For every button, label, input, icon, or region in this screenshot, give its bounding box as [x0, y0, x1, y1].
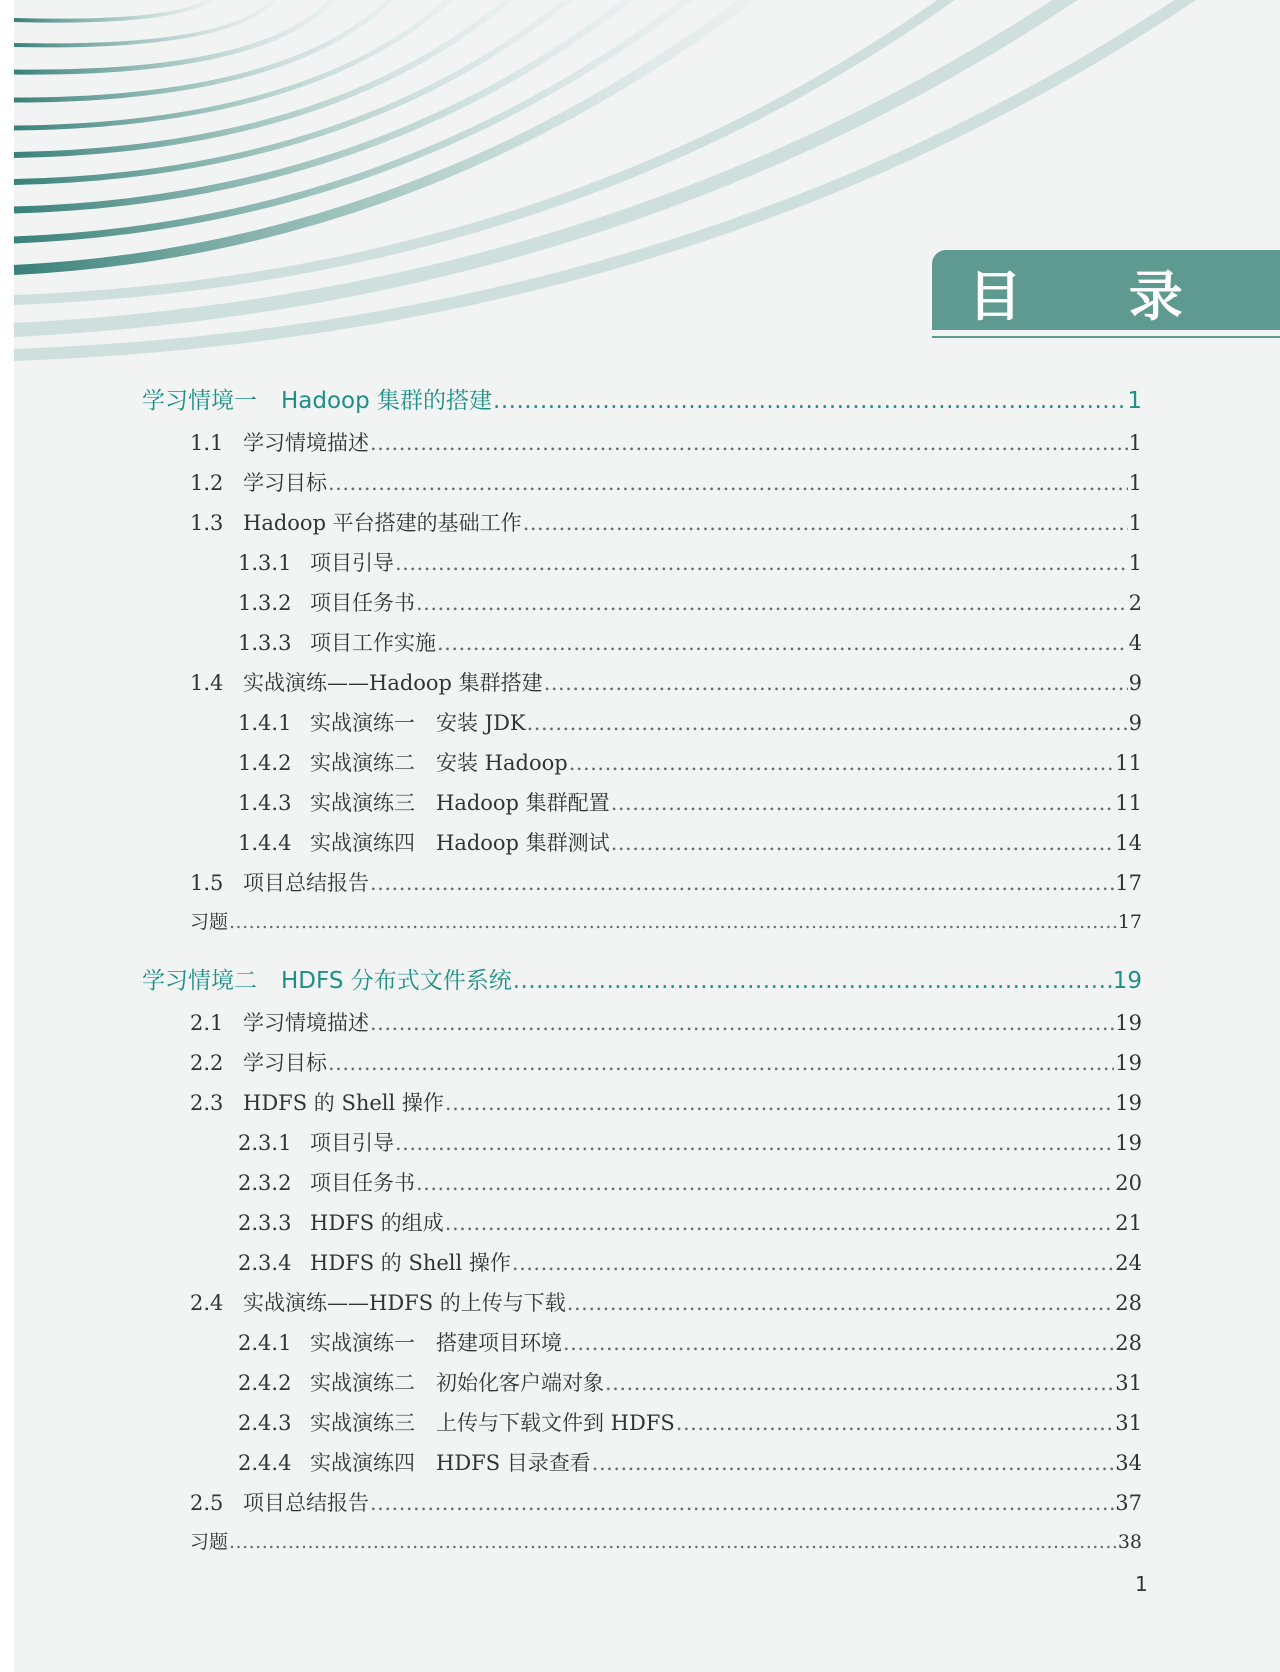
toc-entry-number: 2.4 — [190, 1291, 224, 1315]
toc-leader-dots — [416, 1171, 1114, 1195]
toc-entry-number: 1.4.4 — [238, 831, 292, 855]
toc-leader-dots — [445, 1091, 1114, 1115]
toc-leader-dots — [395, 1131, 1114, 1155]
toc-entry-label — [238, 1407, 675, 1437]
toc-entry-label — [238, 627, 436, 657]
toc-entry-number: 1.3.3 — [238, 631, 292, 655]
toc-entry-page: 9 — [1128, 671, 1142, 695]
toc-entry-title: 实战演练三 Hadoop 集群配置 — [310, 791, 610, 815]
toc-leader-dots — [512, 1251, 1114, 1275]
toc-entry-page: 14 — [1115, 831, 1142, 855]
toc-leader-dots — [445, 1211, 1114, 1235]
toc-leader-dots — [567, 1291, 1114, 1315]
toc-entry-row — [238, 1167, 1142, 1197]
toc-entry-page: 17 — [1117, 911, 1142, 933]
toc-chapter-title: Hadoop 集群的搭建 — [281, 388, 493, 414]
toc-entry-number: 2.1 — [190, 1011, 224, 1035]
toc-entry-label — [238, 787, 610, 817]
toc-entry-page: 38 — [1117, 1531, 1142, 1553]
toc-entry-page: 11 — [1115, 751, 1142, 775]
toc-chapter-label — [142, 962, 512, 995]
toc-entry-title: 实战演练二 安装 Hadoop — [310, 751, 568, 775]
toc-chapter-number: 学习情境二 — [142, 968, 257, 994]
toc-heading-box — [932, 250, 1280, 330]
toc-entry-number: 2.5 — [190, 1491, 224, 1515]
toc-entry-title: 项目任务书 — [310, 591, 415, 615]
toc-entry-title: 项目任务书 — [310, 1171, 415, 1195]
toc-leader-dots — [569, 751, 1115, 775]
toc-leader-dots — [544, 671, 1128, 695]
toc-entry-row — [238, 587, 1142, 617]
toc-entry-row — [190, 1287, 1142, 1317]
toc-entry-row — [238, 627, 1142, 657]
toc-entry-row — [238, 1327, 1142, 1357]
toc-entry-number: 1.4 — [190, 671, 224, 695]
toc-entry-label — [238, 1447, 591, 1477]
page-number: 1 — [1135, 1572, 1148, 1596]
toc-entry-number: 2.4.1 — [238, 1331, 292, 1355]
toc-entry-row — [238, 1247, 1142, 1277]
toc-chapter-title: HDFS 分布式文件系统 — [281, 968, 512, 994]
toc-entry-row — [238, 787, 1142, 817]
toc-entry-title: 实战演练四 HDFS 目录查看 — [310, 1451, 591, 1475]
toc-entry-title: HDFS 的 Shell 操作 — [243, 1091, 444, 1115]
toc-leader-dots — [563, 1331, 1114, 1355]
toc-entry-label — [190, 427, 369, 457]
toc-entry-label — [238, 1167, 415, 1197]
toc-entry-title: 实战演练三 上传与下载文件到 HDFS — [310, 1411, 675, 1435]
toc-entry-label — [190, 1287, 566, 1317]
toc-entry-label — [238, 1367, 604, 1397]
toc-chapter-number: 学习情境一 — [142, 388, 257, 414]
toc-entry-number: 1.4.2 — [238, 751, 292, 775]
toc-entry-page: 19 — [1115, 1091, 1142, 1115]
toc-leader-dots — [328, 1051, 1114, 1075]
toc-entry-row — [238, 1447, 1142, 1477]
toc-leader-dots — [676, 1411, 1114, 1435]
toc-entry-page: 1 — [1128, 431, 1142, 455]
toc-entry-title: Hadoop 平台搭建的基础工作 — [243, 511, 522, 535]
toc-entry-title: 实战演练——Hadoop 集群搭建 — [243, 671, 543, 695]
toc-entry-page: 28 — [1115, 1291, 1142, 1315]
toc-entry-page: 2 — [1128, 591, 1142, 615]
toc-entry-number: 2.3.1 — [238, 1131, 292, 1155]
toc-entry-number: 2.3 — [190, 1091, 224, 1115]
toc-entry-title: 项目引导 — [310, 1131, 394, 1155]
toc-entry-row — [190, 1487, 1142, 1517]
toc-entry-row — [238, 747, 1142, 777]
toc-chapter-row — [142, 962, 1142, 995]
toc-entry-label — [238, 1207, 444, 1237]
toc-leader-dots — [437, 631, 1128, 655]
toc-entry-number: 1.3 — [190, 511, 224, 535]
toc-exercise-row — [190, 907, 1142, 934]
toc-entry-row — [190, 467, 1142, 497]
toc-entry-label — [190, 1527, 228, 1554]
toc-leader-dots — [611, 831, 1115, 855]
toc-entry-label — [238, 547, 394, 577]
toc-entry-number: 2.4.2 — [238, 1371, 292, 1395]
toc-entry-title: 实战演练二 初始化客户端对象 — [310, 1371, 604, 1395]
toc-entry-number: 2.4.3 — [238, 1411, 292, 1435]
toc-entry-title: 学习情境描述 — [243, 431, 369, 455]
toc-entry-number: 1.2 — [190, 471, 224, 495]
toc-entry-page: 19 — [1115, 1131, 1142, 1155]
toc-entry-page: 19 — [1115, 1011, 1142, 1035]
toc-entry-title: 项目总结报告 — [243, 871, 369, 895]
toc-entry-row — [238, 547, 1142, 577]
toc-entry-number: 1.5 — [190, 871, 224, 895]
toc-leader-dots — [370, 871, 1114, 895]
toc-entry-page: 9 — [1128, 711, 1142, 735]
toc-entry-number: 2.3.3 — [238, 1211, 292, 1235]
toc-entry-row — [190, 867, 1142, 897]
toc-entry-label — [238, 1247, 511, 1277]
toc-leader-dots — [527, 711, 1128, 735]
toc-leader-dots — [605, 1371, 1114, 1395]
toc-entry-page: 17 — [1115, 871, 1142, 895]
toc-entry-page: 1 — [1128, 551, 1142, 575]
toc-entry-label — [238, 1127, 394, 1157]
toc-entry-title: 实战演练——HDFS 的上传与下载 — [243, 1291, 566, 1315]
toc-entry-title: 实战演练四 Hadoop 集群测试 — [310, 831, 610, 855]
toc-entry-label — [190, 867, 369, 897]
toc-entry-page: 4 — [1128, 631, 1142, 655]
toc-entry-page: 37 — [1115, 1491, 1142, 1515]
toc-entry-page: 31 — [1115, 1371, 1142, 1395]
toc-leader-dots — [370, 1491, 1114, 1515]
toc-entry-number: 1.3.2 — [238, 591, 292, 615]
toc-entry-row — [190, 507, 1142, 537]
toc-leader-dots — [611, 791, 1115, 815]
toc-entry-title: 项目总结报告 — [243, 1491, 369, 1515]
toc-entry-label — [190, 667, 543, 697]
toc-leader-dots — [328, 471, 1128, 495]
toc-entry-number: 2.3.2 — [238, 1171, 292, 1195]
toc-heading: 目 录 — [968, 265, 1227, 328]
toc-entry-page: 11 — [1115, 791, 1142, 815]
toc-entry-title: 学习情境描述 — [243, 1011, 369, 1035]
toc-entry-title: 习题 — [190, 911, 229, 933]
toc-chapter-page: 19 — [1112, 968, 1142, 994]
toc-entry-title: HDFS 的 Shell 操作 — [310, 1251, 511, 1275]
toc-leader-dots — [370, 1011, 1114, 1035]
toc-entry-page: 19 — [1115, 1051, 1142, 1075]
toc-entry-number: 2.3.4 — [238, 1251, 292, 1275]
toc-entry-row — [238, 1127, 1142, 1157]
toc-entry-number: 1.3.1 — [238, 551, 292, 575]
toc-entry-row — [238, 827, 1142, 857]
toc-entry-row — [190, 1087, 1142, 1117]
toc-entry-title: HDFS 的组成 — [310, 1211, 444, 1235]
toc-entry-page: 34 — [1115, 1451, 1142, 1475]
toc-entry-number: 1.4.3 — [238, 791, 292, 815]
toc-entry-title: 实战演练一 安装 JDK — [310, 711, 526, 735]
toc-leader-dots — [523, 511, 1128, 535]
toc-leader-dots — [592, 1451, 1114, 1475]
toc-entry-title: 学习目标 — [243, 471, 327, 495]
toc-entry-row — [238, 1207, 1142, 1237]
toc-chapter-label — [142, 382, 492, 415]
toc-entry-label — [190, 1087, 444, 1117]
toc-entry-label — [190, 1007, 369, 1037]
toc-entry-row — [190, 427, 1142, 457]
toc-entry-row — [190, 1007, 1142, 1037]
toc-entry-label — [190, 907, 228, 934]
toc-entry-label — [238, 747, 568, 777]
toc-entry-title: 项目工作实施 — [310, 631, 436, 655]
toc-leader-dots — [370, 431, 1128, 455]
toc-entry-row — [190, 1047, 1142, 1077]
toc-entry-label — [238, 1327, 562, 1357]
toc-entry-row — [238, 1407, 1142, 1437]
toc-entry-number: 2.2 — [190, 1051, 224, 1075]
toc-entry-page: 24 — [1115, 1251, 1142, 1275]
toc-entry-title: 项目引导 — [310, 551, 394, 575]
toc-entry-label — [238, 827, 610, 857]
toc-entry-page: 20 — [1115, 1171, 1142, 1195]
toc-entry-label — [190, 467, 327, 497]
toc-entry-page: 21 — [1115, 1211, 1142, 1235]
toc-entry-row — [238, 707, 1142, 737]
toc-leader-dots — [493, 388, 1126, 414]
toc-chapter-page: 1 — [1127, 388, 1142, 414]
toc-entry-title: 实战演练一 搭建项目环境 — [310, 1331, 562, 1355]
toc-entry-row — [190, 667, 1142, 697]
toc-entry-page: 1 — [1128, 471, 1142, 495]
toc-entry-label — [238, 587, 415, 617]
toc-leader-dots — [395, 551, 1128, 575]
toc-entry-title: 习题 — [190, 1531, 229, 1553]
toc-exercise-row — [190, 1527, 1142, 1554]
toc-entry-label — [190, 507, 522, 537]
toc-entry-label — [190, 1047, 327, 1077]
toc-entry-number: 1.1 — [190, 431, 224, 455]
toc-entry-number: 2.4.4 — [238, 1451, 292, 1475]
toc-entry-number: 1.4.1 — [238, 711, 292, 735]
toc-entry-label — [190, 1487, 369, 1517]
toc-leader-dots — [229, 1531, 1117, 1553]
toc-entry-label — [238, 707, 526, 737]
toc-entry-title: 学习目标 — [243, 1051, 327, 1075]
toc-entry-page: 31 — [1115, 1411, 1142, 1435]
toc-entry-page: 28 — [1115, 1331, 1142, 1355]
toc-entry-row — [238, 1367, 1142, 1397]
toc-leader-dots — [513, 968, 1112, 994]
toc-leader-dots — [229, 911, 1117, 933]
toc-entry-page: 1 — [1128, 511, 1142, 535]
toc-chapter-row — [142, 382, 1142, 415]
toc-leader-dots — [416, 591, 1128, 615]
